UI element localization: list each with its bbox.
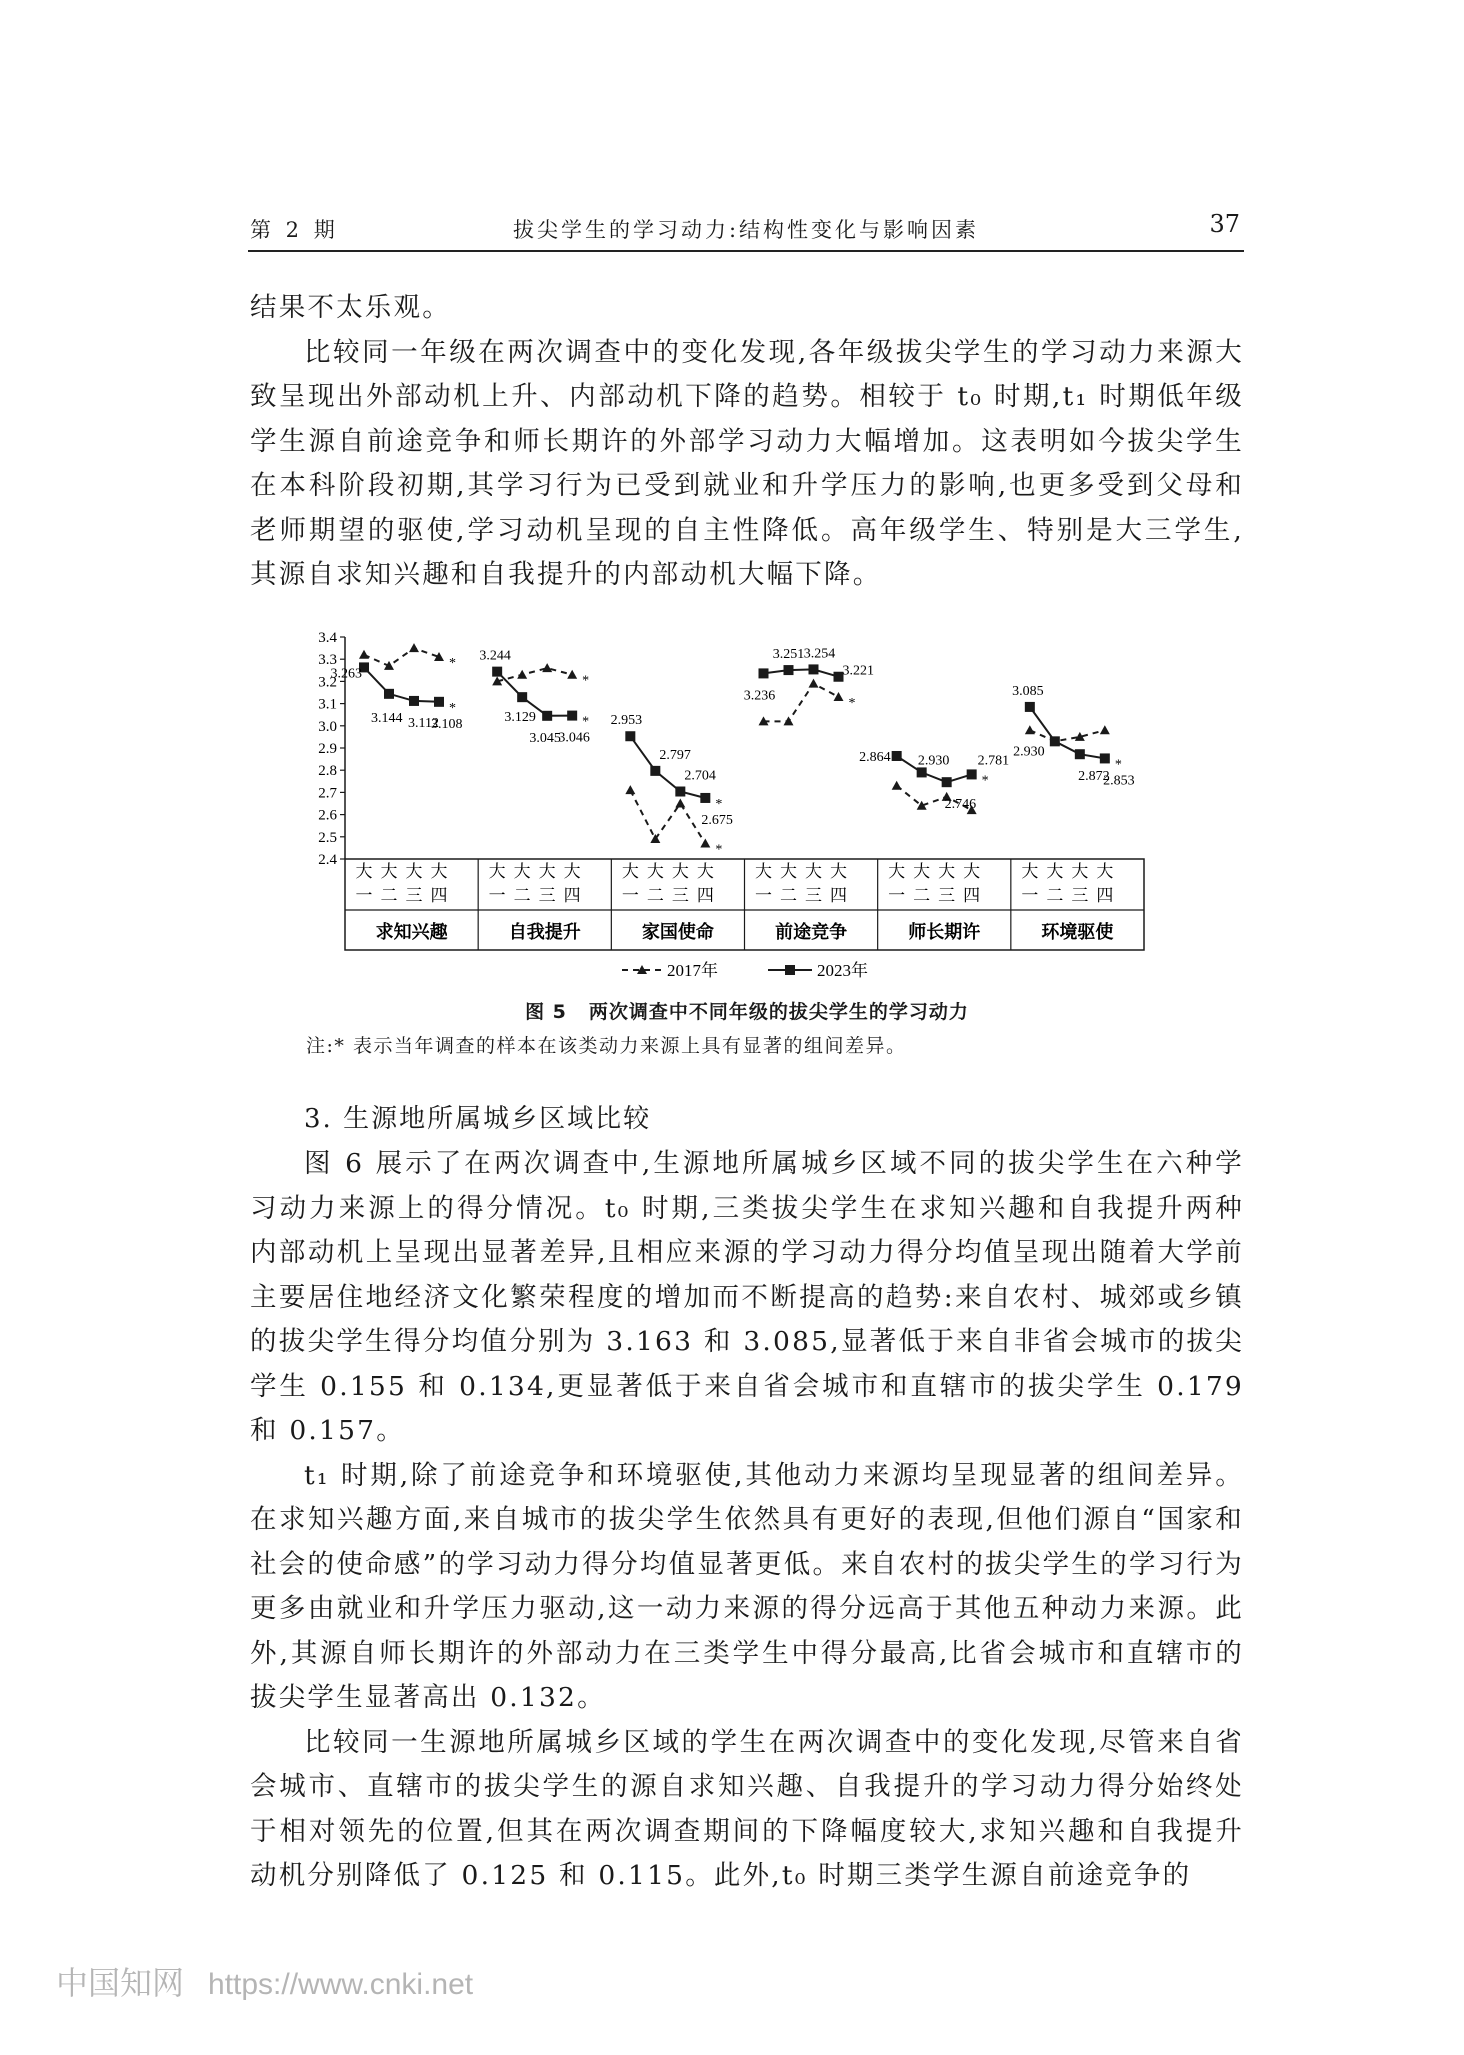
series-line-2017年 — [364, 648, 439, 666]
data-label: 3.046 — [558, 730, 590, 746]
grade-label: 三 — [405, 886, 423, 905]
data-label: 2.930 — [1013, 744, 1045, 760]
grade-label: 二 — [913, 886, 931, 905]
point-marker — [1075, 749, 1085, 759]
data-label: 3.236 — [743, 688, 776, 704]
group-label: 环境驱使 — [1041, 922, 1114, 942]
grade-label: 大 — [646, 862, 664, 881]
point-marker — [567, 670, 577, 679]
data-label: 3.221 — [842, 663, 874, 679]
data-label: 3.144 — [371, 710, 403, 726]
data-label: 2.781 — [977, 753, 1010, 769]
point-marker — [1100, 753, 1110, 763]
grade-label: 大 — [805, 862, 822, 881]
grade-label: 三 — [805, 886, 822, 905]
point-marker — [625, 785, 635, 794]
point-marker — [759, 668, 769, 678]
significance-mark: * — [582, 673, 590, 689]
grade-label: 大 — [696, 862, 714, 881]
grade-label: 大 — [430, 862, 448, 881]
legend-label: 2017年 — [667, 961, 718, 980]
grade-label: 四 — [830, 886, 847, 905]
paragraph: 结果不太乐观。 — [250, 292, 451, 323]
point-marker — [675, 787, 685, 797]
grade-label: 四 — [1096, 886, 1114, 905]
series-line-2017年 — [1030, 730, 1105, 741]
significance-mark: * — [715, 842, 723, 858]
series-line-2017年 — [497, 668, 572, 681]
paragraph: t₁ 时期,除了前途竞争和环境驱使,其他动力来源均呈现显著的组间差异。在求知兴趣方面,来自城市的拔尖学生依然具有更好的表现,但他们源自“国家和社会的使命感”的学习动力得分均值显著更低。来自农村的拔尖学生的学习行为更多由就业和升学压力驱动,这一动力来源的得分远高于其他五种动力来源。此外,其源自师长期许的外部动力在三类学生中得分最高,比省会城市和直辖市的拔尖学生显著高出 0.132。 — [250, 1459, 1244, 1713]
y-tick-label: 3.1 — [318, 696, 337, 713]
cnki-watermark — [56, 1958, 473, 2004]
point-marker — [650, 766, 660, 776]
grade-label: 四 — [563, 886, 581, 905]
significance-mark: * — [449, 655, 456, 671]
point-marker — [834, 692, 844, 701]
legend-marker-2023 — [785, 965, 795, 975]
data-label: 2.953 — [610, 713, 643, 729]
data-label: 3.112 — [408, 715, 439, 731]
significance-mark: * — [582, 714, 590, 730]
data-label: 3.254 — [803, 646, 836, 662]
grade-label: 一 — [355, 886, 373, 905]
section-heading: 3. 生源地所属城乡区域比较 — [304, 1104, 652, 1134]
point-marker — [700, 838, 710, 847]
figure-note: 注:* 表示当年调查的样本在该类动力来源上具有显著的组间差异。 — [306, 1035, 907, 1057]
paragraph: 图 6 展示了在两次调查中,生源地所属城乡区域不同的拔尖学生在六种学习动力来源上的得分情况。t₀ 时期,三类拔尖学生在求知兴趣和自我提升两种内部动机上呈现出显著差异,且相应来源的学习动力得分均值呈现出随着大学前主要居住地经济文化繁荣程度的增加而不断提高的趋势:来自农村、城郊或乡镇的拔尖学生得分均值分别为 3.163 和 3.085,显著低于来自非省会城市的拔尖学生 0.155 和 0.134,更显著低于来自省会城市和直辖市的拔尖学生 0.179 和 0.157。 — [250, 1148, 1244, 1446]
point-marker — [809, 679, 819, 688]
grade-label: 二 — [780, 886, 797, 905]
grade-label: 一 — [888, 886, 906, 905]
grade-label: 大 — [513, 862, 531, 881]
point-marker — [675, 799, 685, 808]
data-label: 2.746 — [944, 797, 977, 813]
point-marker — [1025, 702, 1035, 712]
body-text-bottom — [250, 1142, 1244, 1899]
running-title: 拔尖学生的学习动力:结构性变化与影响因素 — [512, 218, 980, 242]
watermark-url: https://www.cnki.net — [208, 1968, 474, 2001]
grade-label: 大 — [563, 862, 581, 881]
group-label: 自我提升 — [508, 922, 581, 942]
y-tick-label: 2.5 — [318, 829, 337, 846]
group-label: 家国使命 — [641, 922, 714, 942]
point-marker — [567, 711, 577, 721]
grade-label: 三 — [1071, 886, 1089, 905]
group-label: 前途竞争 — [775, 922, 848, 942]
grade-label: 二 — [646, 886, 664, 905]
grade-label: 三 — [671, 886, 689, 905]
figure-5-line-chart — [296, 618, 1196, 986]
series-line-2023年 — [364, 667, 439, 701]
grade-label: 大 — [671, 862, 689, 881]
group-label: 求知兴趣 — [375, 922, 448, 942]
grade-label: 二 — [1046, 886, 1064, 905]
data-label: 2.704 — [684, 768, 716, 784]
grade-label: 大 — [913, 862, 931, 881]
legend-label: 2023年 — [817, 961, 868, 980]
figure-number: 图 5 — [525, 1001, 567, 1023]
series-line-2023年 — [630, 736, 705, 798]
page-number: 37 — [1209, 210, 1240, 238]
grade-label: 大 — [780, 862, 797, 881]
data-label: 2.872 — [1078, 769, 1110, 785]
figure-caption — [250, 997, 1244, 1024]
y-tick-label: 3.2 — [318, 674, 337, 691]
data-label: 2.930 — [917, 753, 950, 769]
data-label: 3.045 — [529, 730, 561, 746]
significance-mark: * — [848, 695, 856, 711]
significance-mark: * — [715, 796, 723, 812]
paragraph: 比较同一年级在两次调查中的变化发现,各年级拔尖学生的学习动力来源大致呈现出外部动机上升、内部动机下降的趋势。相较于 t₀ 时期,t₁ 时期低年级学生源自前途竞争和师长期许的外部学习动力大幅增加。这表明如今拔尖学生在本科阶段初期,其学习行为已受到就业和升学压力的影响,也更多受到父母和老师期望的驱使,学习动机呈现的自主性降低。高年级学生、特别是大三学生,其源自求知兴趣和自我提升的内部动机大幅下降。 — [250, 336, 1244, 590]
point-marker — [967, 769, 977, 779]
point-marker — [625, 731, 635, 741]
point-marker — [434, 697, 444, 707]
data-label: 2.864 — [859, 749, 891, 765]
y-tick-label: 2.4 — [318, 852, 337, 868]
point-marker — [409, 643, 419, 652]
grade-label: 三 — [538, 886, 556, 905]
grade-label: 大 — [538, 862, 556, 881]
grade-label: 大 — [1046, 862, 1064, 881]
point-marker — [542, 711, 552, 721]
data-label: 3.251 — [772, 647, 805, 663]
y-tick-label: 3.3 — [318, 652, 337, 669]
grade-label: 四 — [430, 886, 448, 905]
running-header — [248, 206, 1244, 252]
grade-label: 大 — [938, 862, 956, 881]
data-label: 2.675 — [701, 812, 733, 828]
y-tick-label: 2.6 — [318, 807, 337, 824]
significance-mark: * — [981, 773, 989, 789]
point-marker — [384, 689, 394, 699]
grade-label: 四 — [696, 886, 714, 905]
group-label: 师长期许 — [908, 922, 981, 942]
point-marker — [892, 751, 902, 761]
point-marker — [359, 650, 369, 659]
point-marker — [1050, 736, 1060, 746]
point-marker — [517, 670, 527, 679]
grade-label: 大 — [355, 862, 373, 881]
y-tick-label: 2.7 — [318, 785, 337, 802]
point-marker — [542, 663, 552, 672]
grade-label: 三 — [938, 886, 956, 905]
figure-title: 两次调查中不同年级的拔尖学生的学习动力 — [588, 1001, 969, 1023]
paragraph: 比较同一生源地所属城乡区域的学生在两次调查中的变化发现,尽管来自省会城市、直辖市的拔尖学生的源自求知兴趣、自我提升的学习动力得分始终处于相对领先的位置,但其在两次调查期间的下降幅度较大,求知兴趣和自我提升动机分别降低了 0.125 和 0.115。此外,t₀ 时期三类学生源自前途竞争的 — [250, 1726, 1244, 1891]
data-label: 3.129 — [504, 710, 536, 726]
series-line-2023年 — [764, 669, 839, 676]
point-marker — [409, 696, 419, 706]
point-marker — [917, 767, 927, 777]
grade-label: 大 — [1021, 862, 1039, 881]
point-marker — [892, 781, 902, 790]
point-marker — [492, 667, 502, 677]
issue-number: 第 2 期 — [250, 218, 339, 242]
point-marker — [809, 664, 819, 674]
y-tick-label: 3.0 — [318, 718, 337, 735]
point-marker — [517, 692, 527, 702]
grade-label: 大 — [1096, 862, 1114, 881]
grade-label: 大 — [755, 862, 772, 881]
point-marker — [1025, 725, 1035, 734]
grade-label: 大 — [380, 862, 398, 881]
data-label: 2.797 — [659, 747, 691, 763]
grade-label: 一 — [621, 886, 639, 905]
data-label: 2.853 — [1103, 773, 1135, 789]
grade-label: 大 — [621, 862, 639, 881]
series-line-2017年 — [630, 790, 705, 843]
data-label: 3.263 — [330, 666, 362, 682]
grade-label: 大 — [830, 862, 847, 881]
grade-label: 二 — [513, 886, 531, 905]
data-label: 3.085 — [1012, 683, 1044, 699]
grade-label: 一 — [755, 886, 772, 905]
grade-label: 大 — [405, 862, 423, 881]
grade-label: 四 — [963, 886, 981, 905]
point-marker — [1100, 725, 1110, 734]
grade-label: 大 — [963, 862, 981, 881]
grade-label: 二 — [380, 886, 398, 905]
grade-label: 一 — [1021, 886, 1039, 905]
data-label: 3.108 — [431, 716, 463, 732]
significance-mark: * — [1114, 757, 1122, 773]
point-marker — [942, 777, 952, 787]
point-marker — [784, 665, 794, 675]
body-text-top — [250, 286, 1244, 598]
y-tick-label: 2.8 — [318, 763, 337, 780]
grade-label: 大 — [488, 862, 506, 881]
point-marker — [700, 793, 710, 803]
grade-label: 大 — [888, 862, 906, 881]
significance-mark: * — [449, 700, 456, 716]
watermark-site: 中国知网 — [56, 1964, 185, 2002]
y-tick-label: 2.9 — [318, 741, 337, 757]
grade-label: 一 — [488, 886, 506, 905]
y-tick-label: 3.4 — [318, 630, 337, 646]
grade-label: 大 — [1071, 862, 1089, 881]
data-label: 3.244 — [479, 648, 511, 664]
point-marker — [784, 716, 794, 725]
